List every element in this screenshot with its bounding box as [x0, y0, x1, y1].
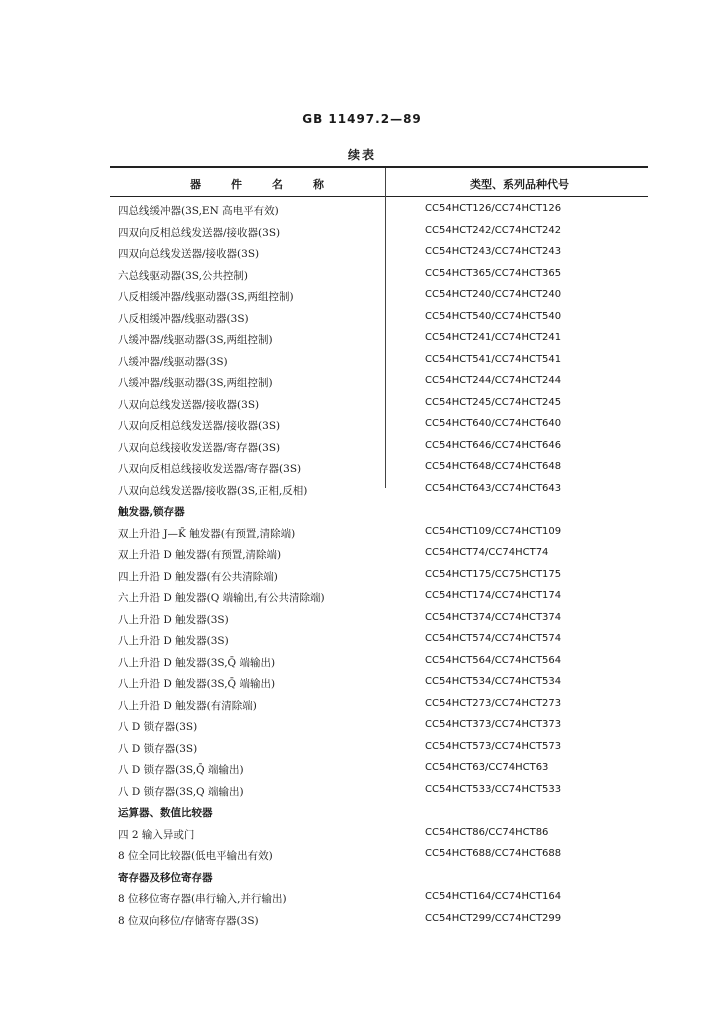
document-code: GB 11497.2—89: [302, 112, 422, 126]
table-row: [0, 199, 724, 221]
type-code-cell: CC54HCT373/CC74HCT373: [425, 719, 562, 730]
type-code-cell: CC54HCT74/CC74HCT74: [425, 547, 549, 558]
table-row: [0, 844, 724, 866]
type-code-cell: CC54HCT374/CC74HCT374: [425, 611, 562, 623]
type-code-cell: CC54HCT174/CC74HCT174: [425, 590, 562, 601]
table-row: [0, 414, 724, 436]
device-name-cell: 八双向总线发送器/接收器(3S): [118, 398, 260, 411]
type-code-cell: CC54HCT175/CC75HCT175: [425, 568, 562, 580]
device-name-cell: 寄存器及移位寄存器: [118, 871, 213, 884]
type-code-cell: CC54HCT63/CC74HCT63: [425, 762, 549, 773]
type-code-cell: CC54HCT541/CC74HCT541: [425, 353, 562, 365]
device-name-cell: 八上升沿 D 触发器(3S): [118, 613, 229, 626]
table-row: [0, 307, 724, 329]
device-name-cell: 八上升沿 D 触发器(有清除端): [118, 699, 257, 712]
type-code-cell: CC54HCT365/CC74HCT365: [425, 267, 562, 279]
table-row: [0, 586, 724, 608]
type-code-cell: CC54HCT245/CC74HCT245: [425, 396, 562, 408]
device-name-cell: 四双向总线发送器/接收器(3S): [118, 248, 260, 260]
table-row: [0, 522, 724, 544]
device-name-cell: 8 位全同比较器(低电平输出有效): [118, 850, 273, 862]
type-code-cell: CC54HCT126/CC74HCT126: [425, 203, 562, 214]
table-row: [0, 393, 724, 415]
table-row: [0, 565, 724, 587]
header-type-code: 类型、系列品种代号: [470, 178, 569, 191]
device-name-cell: 双上升沿 D 触发器(有预置,清除端): [118, 549, 282, 561]
table-row: [0, 758, 724, 780]
table-row: [0, 909, 724, 931]
type-code-cell: CC54HCT109/CC74HCT109: [425, 525, 562, 537]
device-name-cell: 八反相缓冲器/线驱动器(3S,两组控制): [118, 291, 294, 303]
table-row: [0, 242, 724, 264]
device-name-cell: 8 位移位寄存器(串行输入,并行输出): [118, 893, 287, 905]
table-section-row: [0, 500, 724, 522]
type-code-cell: CC54HCT573/CC74HCT573: [425, 740, 562, 752]
type-code-cell: CC54HCT688/CC74HCT688: [425, 848, 562, 859]
type-code-cell: CC54HCT242/CC74HCT242: [425, 224, 562, 236]
device-name-cell: 八反相缓冲器/线驱动器(3S): [118, 312, 249, 325]
table-row: [0, 350, 724, 372]
device-name-cell: 八缓冲器/线驱动器(3S,两组控制): [118, 377, 273, 389]
table-row: [0, 694, 724, 716]
header-device-name: 器件名称: [190, 178, 354, 191]
type-code-cell: CC54HCT273/CC74HCT273: [425, 697, 562, 709]
device-name-cell: 八上升沿 D 触发器(3S,Q̄ 端输出): [118, 678, 276, 690]
type-code-cell: CC54HCT648/CC74HCT648: [425, 461, 562, 472]
device-name-cell: 六总线驱动器(3S,公共控制): [118, 269, 249, 282]
device-name-cell: 八 D 锁存器(3S,Q 端输出): [118, 785, 244, 798]
table-row: [0, 651, 724, 673]
type-code-cell: CC54HCT643/CC74HCT643: [425, 482, 562, 494]
table-row: [0, 543, 724, 565]
type-code-cell: CC54HCT240/CC74HCT240: [425, 289, 562, 300]
table-row: [0, 608, 724, 630]
device-name-cell: 八双向总线接收发送器/寄存器(3S): [118, 441, 281, 454]
table-section-row: [0, 866, 724, 888]
table-row: [0, 629, 724, 651]
type-code-cell: CC54HCT243/CC74HCT243: [425, 246, 562, 257]
type-code-cell: CC54HCT646/CC74HCT646: [425, 439, 562, 451]
device-name-cell: 8 位双向移位/存储寄存器(3S): [118, 914, 259, 927]
type-code-cell: CC54HCT241/CC74HCT241: [425, 332, 562, 343]
table-row: [0, 371, 724, 393]
table-row: [0, 715, 724, 737]
device-name-cell: 运算器、数值比较器: [118, 807, 213, 819]
table-section-row: [0, 801, 724, 823]
device-name-cell: 四上升沿 D 触发器(有公共清除端): [118, 570, 278, 583]
table-row: [0, 328, 724, 350]
device-name-cell: 八 D 锁存器(3S,Q̄ 端输出): [118, 764, 244, 776]
type-code-cell: CC54HCT574/CC74HCT574: [425, 633, 562, 644]
device-name-cell: 八上升沿 D 触发器(3S): [118, 635, 229, 647]
type-code-cell: CC54HCT534/CC74HCT534: [425, 676, 562, 687]
device-name-cell: 双上升沿 J—K̄ 触发器(有预置,清除端): [118, 527, 296, 540]
device-name-cell: 触发器,锁存器: [118, 506, 185, 518]
table-body: [0, 199, 724, 930]
table-title: 续表: [347, 148, 376, 162]
device-name-cell: 八上升沿 D 触发器(3S,Q̄ 端输出): [118, 656, 276, 669]
table-row: [0, 479, 724, 501]
table-row: [0, 887, 724, 909]
device-name-cell: 八缓冲器/线驱动器(3S): [118, 355, 228, 368]
device-name-cell: 六上升沿 D 触发器(Q 端输出,有公共清除端): [118, 592, 325, 604]
device-name-cell: 八缓冲器/线驱动器(3S,两组控制): [118, 334, 273, 346]
type-code-cell: CC54HCT164/CC74HCT164: [425, 891, 562, 902]
table-row: [0, 285, 724, 307]
table-row: [0, 780, 724, 802]
device-name-cell: 八双向总线发送器/接收器(3S,正相,反相): [118, 484, 308, 497]
table-top-rule: [110, 166, 648, 168]
table-header-rule: [110, 196, 648, 197]
table-row: [0, 457, 724, 479]
type-code-cell: CC54HCT244/CC74HCT244: [425, 375, 562, 386]
device-name-cell: 四总线缓冲器(3S,EN 高电平有效): [118, 205, 279, 217]
type-code-cell: CC54HCT640/CC74HCT640: [425, 418, 562, 429]
table-header: [110, 172, 648, 194]
device-name-cell: 八 D 锁存器(3S): [118, 742, 198, 755]
table-row: [0, 221, 724, 243]
device-name-cell: 八双向反相总线接收发送器/寄存器(3S): [118, 463, 302, 475]
table-row: [0, 823, 724, 845]
device-name-cell: 四 2 输入异或门: [118, 828, 195, 841]
type-code-cell: CC54HCT540/CC74HCT540: [425, 310, 562, 322]
table-row: [0, 672, 724, 694]
device-name-cell: 八双向反相总线发送器/接收器(3S): [118, 420, 281, 432]
type-code-cell: CC54HCT86/CC74HCT86: [425, 826, 549, 838]
table-row: [0, 264, 724, 286]
table-row: [0, 737, 724, 759]
device-name-cell: 四双向反相总线发送器/接收器(3S): [118, 226, 281, 239]
type-code-cell: CC54HCT564/CC74HCT564: [425, 654, 562, 666]
table-row: [0, 436, 724, 458]
device-name-cell: 八 D 锁存器(3S): [118, 721, 198, 733]
type-code-cell: CC54HCT299/CC74HCT299: [425, 912, 562, 924]
type-code-cell: CC54HCT533/CC74HCT533: [425, 783, 562, 795]
